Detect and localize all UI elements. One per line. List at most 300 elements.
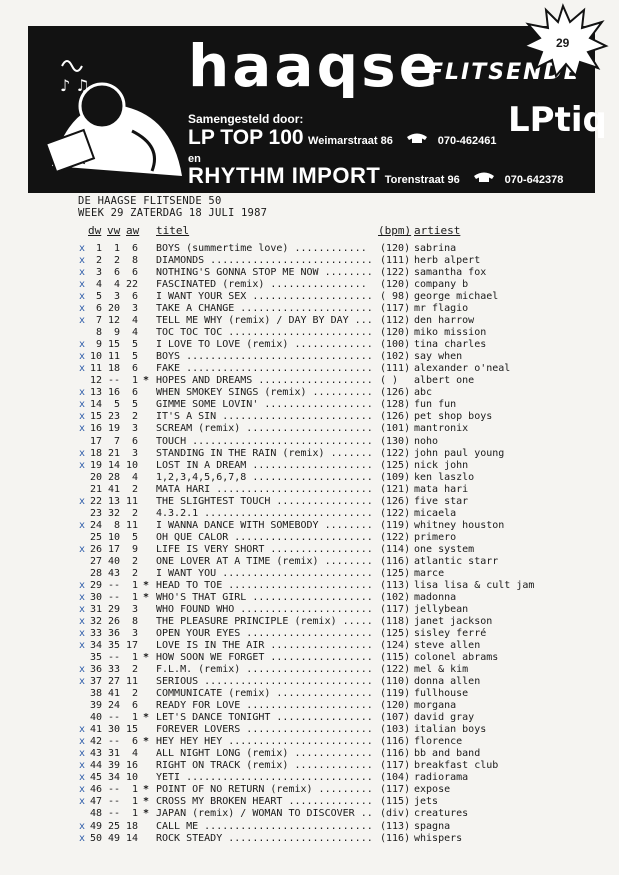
weeks-in-chart: 6 (131, 363, 138, 375)
bpm-value: (102) (380, 591, 411, 603)
position-last-week: 18 (107, 363, 120, 375)
position-last-week: 14 (107, 459, 120, 471)
bpm-value: (115) (380, 796, 411, 808)
position-this-week: 23 (89, 507, 102, 519)
new-entry-mark: x (79, 411, 86, 423)
bpm-value: (124) (380, 640, 411, 652)
position-last-week: 36 (107, 628, 120, 639)
new-entry-mark: x (79, 243, 86, 254)
position-last-week: 16 (107, 387, 120, 399)
new-entry-mark: x (79, 387, 86, 399)
artist-name: company b (414, 279, 469, 291)
position-this-week: 9 (95, 339, 102, 351)
bpm-value: (113) (380, 579, 411, 591)
position-last-week: 43 (107, 567, 120, 579)
weeks-in-chart: 2 (131, 507, 138, 519)
song-title: HOPES AND DREAMS ................... (156, 375, 373, 387)
shop1-phone: 070-462461 (437, 135, 497, 147)
position-this-week: 44 (89, 760, 102, 772)
new-entry-mark: x (79, 495, 86, 507)
new-entry-mark: x (79, 519, 86, 531)
artist-name: florence (414, 736, 463, 748)
position-last-week: -- (107, 784, 120, 796)
song-title: RIGHT ON TRACK (remix) ............. (156, 760, 373, 772)
weeks-in-chart: 18 (125, 820, 138, 832)
bpm-value: (114) (380, 543, 411, 555)
song-title: HEY HEY HEY ........................ (156, 736, 373, 748)
song-title: LIFE IS VERY SHORT ................. (156, 543, 373, 555)
artist-name: janet jackson (414, 615, 493, 627)
new-entry-mark: x (79, 820, 86, 832)
new-entry-mark: x (79, 640, 86, 652)
table-row (0, 808, 619, 820)
weeks-in-chart: 4 (131, 315, 138, 327)
table-row (0, 532, 619, 544)
artist-name: mr flagio (414, 303, 469, 315)
position-last-week: -- (107, 796, 120, 808)
bpm-value: (116) (380, 748, 411, 760)
position-last-week: -- (107, 375, 120, 387)
position-last-week: 6 (113, 267, 120, 279)
position-this-week: 29 (89, 579, 102, 591)
new-entry-mark: x (79, 339, 86, 351)
artist-name: creatures (414, 808, 469, 820)
position-this-week: 17 (89, 435, 102, 447)
new-entry-mark: x (79, 303, 86, 315)
position-this-week: 16 (89, 423, 102, 435)
table-row (0, 628, 619, 640)
table-row (0, 544, 619, 556)
table-row (0, 387, 619, 399)
bpm-value: (109) (380, 471, 411, 483)
song-title: IT'S A SIN ......................... (156, 411, 373, 423)
weeks-in-chart: 9 (131, 543, 138, 555)
artist-name: noho (414, 435, 439, 447)
bpm-value: (117) (380, 603, 411, 615)
song-title: WHO FOUND WHO ...................... (156, 603, 373, 615)
artist-name: radiorama (414, 772, 469, 784)
song-title: POINT OF NO RETURN (remix) ......... (156, 784, 373, 796)
artist-name: albert one (414, 375, 475, 387)
position-last-week: 19 (107, 423, 120, 435)
weeks-in-chart: 2 (131, 688, 138, 700)
bpm-value: (115) (380, 652, 411, 664)
new-entry-mark: x (79, 255, 86, 267)
position-last-week: -- (107, 712, 120, 724)
table-row (0, 267, 619, 279)
song-title: GIMME SOME LOVIN' .................. (156, 399, 373, 411)
table-row (0, 375, 619, 387)
song-title: THE SLIGHTEST TOUCH ................ (156, 495, 373, 507)
position-last-week: 34 (107, 772, 120, 784)
song-title: NOTHING'S GONNA STOP ME NOW ........ (156, 267, 373, 279)
table-row (0, 339, 619, 351)
connector-text: en (188, 153, 201, 165)
position-this-week: 7 (95, 315, 102, 327)
position-this-week: 35 (89, 652, 102, 664)
position-last-week: 7 (113, 435, 120, 447)
song-title: YETI ............................... (156, 772, 373, 784)
position-last-week: 10 (107, 531, 120, 543)
weeks-in-chart: 22 (125, 279, 138, 291)
col-header-aw: aw (126, 224, 140, 237)
new-entry-mark: x (79, 423, 86, 435)
new-entry-mark: x (79, 724, 86, 736)
position-last-week: 27 (107, 676, 120, 688)
position-last-week: 49 (107, 832, 120, 844)
position-this-week: 40 (89, 712, 102, 724)
artist-name: five star (414, 495, 469, 507)
weeks-in-chart: 2 (131, 567, 138, 579)
artist-name: samantha fox (414, 267, 487, 279)
song-title: F.L.M. (remix) ..................... (156, 664, 373, 676)
song-title: HEAD TO TOE ........................ (156, 579, 373, 591)
bpm-value: (107) (380, 712, 411, 724)
position-this-week: 48 (89, 808, 102, 820)
weeks-in-chart: 1 (131, 808, 138, 820)
table-row (0, 784, 619, 796)
weeks-in-chart: 8 (131, 615, 138, 627)
artist-name: sabrina (414, 243, 457, 254)
new-entry-mark: x (79, 676, 86, 688)
artist-name: whispers (414, 832, 463, 844)
shop-rhythm-import (188, 163, 563, 189)
position-last-week: 13 (107, 495, 120, 507)
table-row (0, 652, 619, 664)
artist-name: primero (414, 531, 457, 543)
table-row (0, 508, 619, 520)
chart-title: DE HAAGSE FLITSENDE 50 (78, 195, 222, 207)
artist-name: madonna (414, 591, 457, 603)
weeks-in-chart: 16 (125, 760, 138, 772)
artist-name: mata hari (414, 483, 469, 495)
bpm-value: (112) (380, 315, 411, 327)
artist-name: abc (414, 387, 433, 399)
shop2-phone: 070-642378 (504, 174, 564, 186)
song-title: WHEN SMOKEY SINGS (remix) .......... (156, 387, 373, 399)
position-last-week: 2 (113, 255, 120, 267)
position-this-week: 21 (89, 483, 102, 495)
artist-name: atlantic starr (414, 555, 499, 567)
position-last-week: 40 (107, 555, 120, 567)
table-row (0, 556, 619, 568)
song-title: TAKE A CHANGE ...................... (156, 303, 373, 315)
table-row (0, 484, 619, 496)
song-title: LET'S DANCE TONIGHT ................ (156, 712, 373, 724)
bpm-value: (111) (380, 255, 411, 267)
table-row (0, 688, 619, 700)
table-row (0, 255, 619, 267)
position-this-week: 3 (95, 267, 102, 279)
weeks-in-chart: 3 (131, 423, 138, 435)
weeks-in-chart: 11 (125, 495, 138, 507)
song-title: FAKE ............................... (156, 363, 373, 375)
bpm-value: (122) (380, 267, 411, 279)
song-title: OPEN YOUR EYES ..................... (156, 628, 373, 639)
position-this-week: 12 (89, 375, 102, 387)
weeks-in-chart: 14 (125, 832, 138, 844)
position-last-week: -- (107, 652, 120, 664)
song-title: READY FOR LOVE ..................... (156, 700, 373, 712)
col-header-dw: dw (88, 224, 102, 237)
dj-cartoon-illustration (32, 36, 202, 186)
position-this-week: 39 (89, 700, 102, 712)
new-entry-mark: x (79, 447, 86, 459)
new-entry-star: * (143, 784, 150, 796)
table-row (0, 448, 619, 460)
bpm-value: (126) (380, 387, 411, 399)
position-last-week: 30 (107, 724, 120, 736)
song-title: 1,2,3,4,5,6,7,8 .................... (156, 471, 373, 483)
table-row (0, 315, 619, 327)
logo-wordmark: haaqse (188, 32, 441, 100)
position-this-week: 34 (89, 640, 102, 652)
bpm-value: (119) (380, 519, 411, 531)
song-title: HOW SOON WE FORGET ................. (156, 652, 373, 664)
weeks-in-chart: 11 (125, 519, 138, 531)
telephone-icon (472, 170, 496, 188)
song-title: WHO'S THAT GIRL .................... (156, 591, 373, 603)
weeks-in-chart: 6 (131, 387, 138, 399)
artist-name: jellybean (414, 603, 469, 615)
compiled-by-label: Samengesteld door: (188, 112, 304, 126)
position-last-week: 28 (107, 471, 120, 483)
table-row (0, 616, 619, 628)
artist-name: colonel abrams (414, 652, 499, 664)
bpm-value: ( ) (380, 375, 399, 387)
table-row (0, 363, 619, 375)
position-last-week: 39 (107, 760, 120, 772)
song-title: CALL ME ............................ (156, 820, 373, 832)
bpm-value: (126) (380, 411, 411, 423)
col-header-title: titel (156, 224, 190, 237)
weeks-in-chart: 6 (131, 700, 138, 712)
new-entry-mark: x (79, 736, 86, 748)
song-title: COMMUNICATE (remix) ................ (156, 688, 373, 700)
bpm-value: (120) (380, 327, 411, 339)
artist-name: mantronix (414, 423, 469, 435)
position-last-week: -- (107, 736, 120, 748)
table-row (0, 772, 619, 784)
position-last-week: 25 (107, 820, 120, 832)
weeks-in-chart: 5 (131, 399, 138, 411)
weeks-in-chart: 6 (131, 291, 138, 303)
table-row (0, 351, 619, 363)
new-entry-mark: x (79, 748, 86, 760)
position-last-week: 20 (107, 303, 120, 315)
weeks-in-chart: 10 (125, 459, 138, 471)
position-this-week: 13 (89, 387, 102, 399)
weeks-in-chart: 4 (131, 327, 138, 339)
weeks-in-chart: 6 (131, 243, 138, 254)
song-title: DIAMONDS ........................... (156, 255, 373, 267)
position-this-week: 33 (89, 628, 102, 639)
position-last-week: 31 (107, 748, 120, 760)
weeks-in-chart: 10 (125, 772, 138, 784)
position-this-week: 24 (89, 519, 102, 531)
bpm-value: (103) (380, 724, 411, 736)
song-title: 4.3.2.1 ............................ (156, 507, 373, 519)
weeks-in-chart: 1 (131, 375, 138, 387)
song-title: THE PLEASURE PRINCIPLE (remix) ..... (156, 615, 373, 627)
weeks-in-chart: 3 (131, 628, 138, 639)
song-title: OH QUE CALOR ....................... (156, 531, 373, 543)
bpm-value: (130) (380, 435, 411, 447)
new-entry-mark: x (79, 267, 86, 279)
bpm-value: (120) (380, 700, 411, 712)
song-title: I WANT YOU ......................... (156, 567, 373, 579)
bpm-value: (111) (380, 363, 411, 375)
position-this-week: 27 (89, 555, 102, 567)
position-last-week: 11 (107, 351, 120, 363)
song-title: I LOVE TO LOVE (remix) ............. (156, 339, 373, 351)
table-row (0, 291, 619, 303)
artist-name: pet shop boys (414, 411, 493, 423)
bpm-value: (125) (380, 459, 411, 471)
new-entry-mark: x (79, 459, 86, 471)
table-row (0, 436, 619, 448)
bpm-value: (116) (380, 555, 411, 567)
song-title: STANDING IN THE RAIN (remix) ....... (156, 447, 373, 459)
table-row (0, 760, 619, 772)
position-this-week: 18 (89, 447, 102, 459)
bpm-value: (122) (380, 664, 411, 676)
position-last-week: 5 (113, 399, 120, 411)
new-entry-star: * (143, 796, 150, 808)
position-this-week: 10 (89, 351, 102, 363)
position-last-week: 8 (113, 519, 120, 531)
bpm-value: (125) (380, 567, 411, 579)
bpm-value: (126) (380, 495, 411, 507)
table-row (0, 833, 619, 845)
table-row (0, 520, 619, 532)
artist-name: tina charles (414, 339, 487, 351)
col-header-artist: artiest (414, 224, 461, 237)
position-this-week: 41 (89, 724, 102, 736)
shop1-name: LP TOP 100 (188, 126, 304, 149)
position-last-week: 26 (107, 615, 120, 627)
weeks-in-chart: 1 (131, 652, 138, 664)
weeks-in-chart: 4 (131, 748, 138, 760)
new-entry-mark: x (79, 796, 86, 808)
position-this-week: 19 (89, 459, 102, 471)
table-row (0, 411, 619, 423)
song-title: ALL NIGHT LONG (remix) ............. (156, 748, 373, 760)
weeks-in-chart: 17 (125, 640, 138, 652)
artist-name: alexander o'neal (414, 363, 511, 375)
artist-name: expose (414, 784, 451, 796)
page-number: 29 (556, 36, 570, 50)
weeks-in-chart: 8 (131, 255, 138, 267)
new-entry-mark: x (79, 543, 86, 555)
table-row (0, 821, 619, 833)
bpm-value: (113) (380, 820, 411, 832)
bpm-value: (121) (380, 483, 411, 495)
new-entry-mark: x (79, 591, 86, 603)
bpm-value: (128) (380, 399, 411, 411)
position-this-week: 15 (89, 411, 102, 423)
weeks-in-chart: 15 (125, 724, 138, 736)
weeks-in-chart: 1 (131, 579, 138, 591)
position-this-week: 22 (89, 495, 102, 507)
artist-name: donna allen (414, 676, 481, 688)
weeks-in-chart: 6 (131, 267, 138, 279)
weeks-in-chart: 2 (131, 411, 138, 423)
position-last-week: 24 (107, 700, 120, 712)
telephone-icon (405, 131, 429, 149)
position-this-week: 46 (89, 784, 102, 796)
position-last-week: 9 (113, 327, 120, 339)
new-entry-mark: x (79, 784, 86, 796)
bpm-value: (100) (380, 339, 411, 351)
bpm-value: (122) (380, 531, 411, 543)
weeks-in-chart: 2 (131, 664, 138, 676)
table-row (0, 724, 619, 736)
new-entry-mark: x (79, 603, 86, 615)
table-row (0, 472, 619, 484)
bpm-value: (120) (380, 243, 411, 254)
bpm-value: (117) (380, 784, 411, 796)
song-title: TELL ME WHY (remix) / DAY BY DAY ... (156, 315, 373, 327)
new-entry-mark: x (79, 615, 86, 627)
table-row (0, 568, 619, 580)
song-title: SERIOUS ............................ (156, 676, 373, 688)
bpm-value: (116) (380, 832, 411, 844)
artist-name: whitney houston (414, 519, 505, 531)
new-entry-mark: x (79, 351, 86, 363)
song-title: LOST IN A DREAM .................... (156, 459, 373, 471)
new-entry-mark: x (79, 315, 86, 327)
chart-week-date: WEEK 29 ZATERDAG 18 JULI 1987 (78, 207, 268, 219)
position-this-week: 28 (89, 567, 102, 579)
position-this-week: 30 (89, 591, 102, 603)
bpm-value: (119) (380, 688, 411, 700)
position-last-week: 33 (107, 664, 120, 676)
artist-name: george michael (414, 291, 499, 303)
new-entry-mark: x (79, 760, 86, 772)
song-title: TOUCH .............................. (156, 435, 373, 447)
new-entry-mark: x (79, 279, 86, 291)
artist-name: micaela (414, 507, 457, 519)
position-last-week: 21 (107, 447, 120, 459)
artist-name: breakfast club (414, 760, 499, 772)
new-entry-star: * (143, 712, 150, 724)
song-title: BOYS ............................... (156, 351, 373, 363)
artist-name: david gray (414, 712, 475, 724)
artist-name: sisley ferré (414, 628, 487, 639)
table-row (0, 736, 619, 748)
header-banner (28, 26, 607, 193)
position-this-week: 43 (89, 748, 102, 760)
weeks-in-chart: 2 (131, 555, 138, 567)
position-last-week: 15 (107, 339, 120, 351)
bpm-value: (120) (380, 279, 411, 291)
weeks-in-chart: 6 (131, 435, 138, 447)
new-entry-star: * (143, 375, 150, 387)
table-row (0, 243, 619, 255)
new-entry-mark: x (79, 664, 86, 676)
chart-list (0, 243, 619, 845)
bpm-value: (104) (380, 772, 411, 784)
position-this-week: 32 (89, 615, 102, 627)
bpm-value: (117) (380, 303, 411, 315)
song-title: BOYS (summertime love) ............ (156, 243, 367, 254)
weeks-in-chart: 1 (131, 784, 138, 796)
bpm-value: (125) (380, 628, 411, 639)
bpm-value: (117) (380, 760, 411, 772)
bpm-value: (118) (380, 615, 411, 627)
position-this-week: 45 (89, 772, 102, 784)
